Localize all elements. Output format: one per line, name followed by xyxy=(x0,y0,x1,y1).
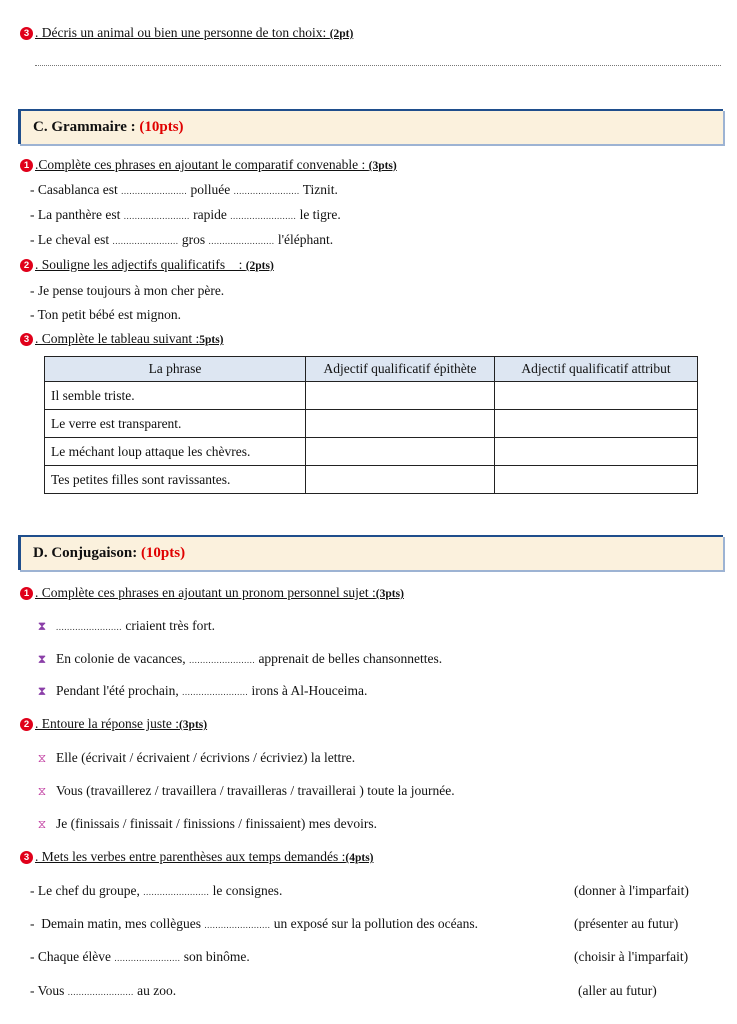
blank-field[interactable]: ........................ xyxy=(121,186,188,196)
question-points: (3pts) xyxy=(368,160,397,172)
table-header-row xyxy=(45,357,698,382)
question-number-badge: 2 xyxy=(20,259,33,272)
exercise-line: - Ton petit bébé est mignon. xyxy=(30,307,182,322)
blank-field[interactable]: ........................ xyxy=(189,655,256,665)
answer-cell[interactable] xyxy=(495,410,698,438)
column-header: Adjectif qualificatif épithète xyxy=(306,357,495,382)
answer-cell[interactable] xyxy=(306,438,495,466)
exercise-line: - La panthère est ........................ rapide ........................ le tigre. xyxy=(30,207,341,222)
question-number-badge: 1 xyxy=(20,159,33,172)
verb-hint: (donner à l'imparfait) xyxy=(574,883,689,898)
exercise-line: ⧗ En colonie de vacances, ........................ apprenait de belles chansonnettes. xyxy=(37,651,443,666)
blank-field[interactable]: ........................ xyxy=(112,236,179,246)
table-row xyxy=(45,410,698,438)
adjective-table xyxy=(44,356,698,494)
table-row xyxy=(45,382,698,410)
blank-field[interactable]: ........................ xyxy=(230,211,297,221)
blank-field[interactable]: ........................ xyxy=(208,236,275,246)
verb-hint: (présenter au futur) xyxy=(574,916,679,931)
question-text: .Complète ces phrases en ajoutant le comparatif convenable : xyxy=(35,157,369,172)
exercise-line: - Chaque élève ........................ son binôme. xyxy=(30,949,250,964)
answer-cell[interactable] xyxy=(306,466,495,494)
conjugation-question-2 xyxy=(20,716,207,732)
question-number-badge: 1 xyxy=(20,587,33,600)
verb-hint: (aller au futur) xyxy=(578,983,657,998)
blank-field[interactable]: ........................ xyxy=(204,920,271,930)
question-number-badge: 3 xyxy=(20,851,33,864)
hourglass-bullet-icon: ⧗ xyxy=(37,684,47,698)
section-title: C. Grammaire : (10pts) xyxy=(33,119,184,135)
answer-dotted-line xyxy=(35,65,721,66)
goblet-bullet-icon: ⧖ xyxy=(37,817,47,831)
table-cell: Il semble triste. xyxy=(45,382,306,410)
question-points: (2pts) xyxy=(245,260,274,272)
exercise-line: - Casablanca est ........................ polluée ........................ Tiznit. xyxy=(30,182,338,197)
table-cell: Le méchant loup attaque les chèvres. xyxy=(45,438,306,466)
section-header-conjugation xyxy=(18,535,723,570)
hourglass-bullet-icon: ⧗ xyxy=(37,619,47,633)
grammar-question-2 xyxy=(20,257,274,273)
question-number-badge: 3 xyxy=(20,27,33,40)
goblet-bullet-icon: ⧖ xyxy=(37,751,47,765)
question-number-badge: 2 xyxy=(20,718,33,731)
blank-field[interactable]: ........................ xyxy=(114,953,181,963)
question-text: . Mets les verbes entre parenthèses aux temps demandés : xyxy=(35,849,346,864)
answer-cell[interactable] xyxy=(495,382,698,410)
conjugation-question-1 xyxy=(20,585,404,601)
table-cell: Tes petites filles sont ravissantes. xyxy=(45,466,306,494)
section-header-grammar xyxy=(18,109,723,144)
question-text: . Décris un animal ou bien une personne de ton choix: xyxy=(35,25,330,40)
question-number-badge: 3 xyxy=(20,333,33,346)
answer-cell[interactable] xyxy=(495,466,698,494)
section-points: (10pts) xyxy=(139,119,184,135)
question-text: . Entoure la réponse juste : xyxy=(35,716,179,731)
question-text: . Complète ces phrases en ajoutant un pronom personnel sujet : xyxy=(35,585,376,600)
verb-hint: (choisir à l'imparfait) xyxy=(574,949,689,964)
exercise-line: ⧗ ........................ criaient très fort. xyxy=(37,618,215,633)
grammar-question-3 xyxy=(20,331,224,347)
exercise-line: ⧖ Je (finissais / finissait / finissions / finissaient) mes devoirs. xyxy=(37,816,377,831)
exercise-line: ⧗ Pendant l'été prochain, ........................ irons à Al-Houceima. xyxy=(37,683,368,698)
exercise-line: - Le cheval est ........................ gros ........................ l'éléphant. xyxy=(30,232,334,247)
section-title: D. Conjugaison: (10pts) xyxy=(33,545,186,561)
grammar-question-1 xyxy=(20,157,397,173)
exercise-line: - Je pense toujours à mon cher père. xyxy=(30,283,225,298)
answer-cell[interactable] xyxy=(306,382,495,410)
section-points: (10pts) xyxy=(140,545,186,561)
question-text: . Souligne les adjectifs qualificatifs : xyxy=(35,257,246,272)
question-describe xyxy=(20,25,353,41)
question-text: . Complète le tableau suivant : xyxy=(35,331,200,346)
table-row xyxy=(45,438,698,466)
blank-field[interactable]: ........................ xyxy=(182,687,249,697)
hourglass-bullet-icon: ⧗ xyxy=(37,652,47,666)
exercise-line: ⧖ Elle (écrivait / écrivaient / écrivions / écriviez) la lettre. xyxy=(37,750,356,765)
question-points: (3pts) xyxy=(375,588,404,600)
blank-field[interactable]: ........................ xyxy=(123,211,190,221)
column-header: Adjectif qualificatif attribut xyxy=(495,357,698,382)
exercise-line: ⧖ Vous (travaillerez / travaillera / travailleras / travaillerai ) toute la journée. xyxy=(37,783,455,798)
answer-cell[interactable] xyxy=(306,410,495,438)
exercise-line: - Demain matin, mes collègues ........................ un exposé sur la pollution des océans. xyxy=(30,916,479,931)
answer-cell[interactable] xyxy=(495,438,698,466)
question-points: (3pts) xyxy=(178,719,208,731)
question-points: 5pts) xyxy=(199,334,224,346)
question-points: (4pts) xyxy=(345,852,374,864)
conjugation-question-3 xyxy=(20,849,374,865)
column-header: La phrase xyxy=(45,357,306,382)
goblet-bullet-icon: ⧖ xyxy=(37,784,47,798)
table-cell: Le verre est transparent. xyxy=(45,410,306,438)
exercise-line: - Le chef du groupe, ........................ le consignes. xyxy=(30,883,283,898)
blank-field[interactable]: ........................ xyxy=(56,622,122,632)
blank-field[interactable]: ........................ xyxy=(233,186,300,196)
exercise-line: - Vous ........................ au zoo. xyxy=(30,983,177,998)
blank-field[interactable]: ........................ xyxy=(143,887,210,897)
question-points: (2pt) xyxy=(329,28,354,40)
table-row xyxy=(45,466,698,494)
blank-field[interactable]: ........................ xyxy=(67,987,134,997)
